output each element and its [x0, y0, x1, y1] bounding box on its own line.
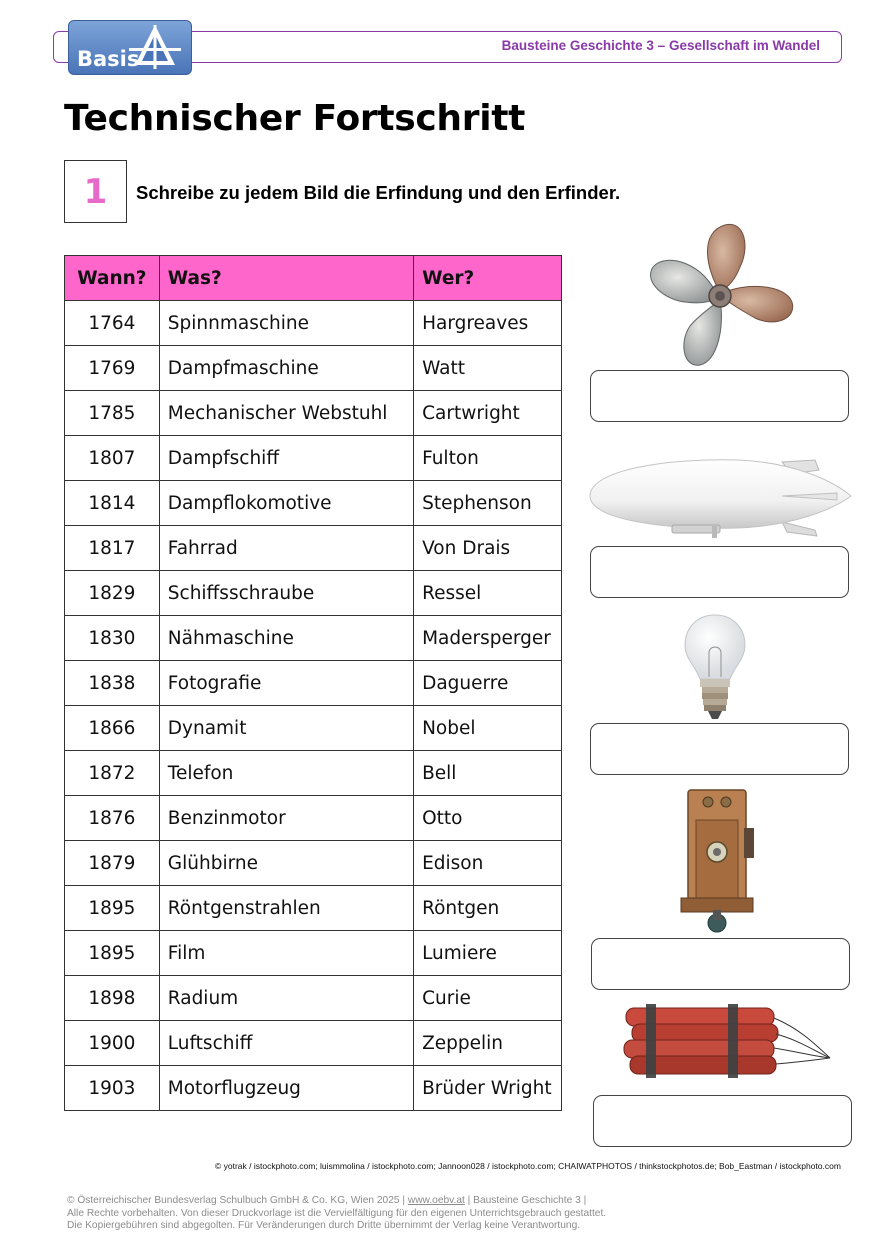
invention-cell: Glühbirne	[159, 841, 413, 886]
inventor-cell: Edison	[414, 841, 562, 886]
header-when: Wann?	[65, 256, 160, 301]
inventor-cell: Otto	[414, 796, 562, 841]
answer-box-2[interactable]	[590, 546, 849, 598]
wall-telephone-icon	[678, 788, 762, 938]
inventor-cell: Fulton	[414, 436, 562, 481]
year-cell: 1898	[65, 976, 160, 1021]
answer-box-3[interactable]	[590, 723, 849, 775]
year-cell: 1879	[65, 841, 160, 886]
answer-box-5[interactable]	[593, 1095, 852, 1147]
table-header-row	[65, 256, 562, 301]
invention-cell: Radium	[159, 976, 413, 1021]
logo-text: Basis	[77, 47, 140, 71]
invention-cell: Telefon	[159, 751, 413, 796]
light-bulb-icon	[682, 613, 748, 721]
page-title: Technischer Fortschritt	[64, 98, 526, 139]
invention-cell: Schiffsschraube	[159, 571, 413, 616]
footer-copyright: © Österreichischer Bundesverlag Schulbuch GmbH & Co. KG, Wien 2025 |	[67, 1195, 408, 1206]
table-row	[65, 301, 562, 346]
invention-cell: Dynamit	[159, 706, 413, 751]
inventor-cell: Cartwright	[414, 391, 562, 436]
year-cell: 1838	[65, 661, 160, 706]
table-row	[65, 571, 562, 616]
inventor-cell: Röntgen	[414, 886, 562, 931]
table-row	[65, 436, 562, 481]
inventor-cell: Von Drais	[414, 526, 562, 571]
invention-cell: Benzinmotor	[159, 796, 413, 841]
table-row	[65, 841, 562, 886]
inventor-cell: Curie	[414, 976, 562, 1021]
inventor-cell: Nobel	[414, 706, 562, 751]
table-row	[65, 931, 562, 976]
inventor-cell: Madersperger	[414, 616, 562, 661]
year-cell: 1769	[65, 346, 160, 391]
answer-box-1[interactable]	[590, 370, 849, 422]
table-row	[65, 1066, 562, 1111]
table-row	[65, 346, 562, 391]
year-cell: 1900	[65, 1021, 160, 1066]
inventor-cell: Stephenson	[414, 481, 562, 526]
invention-cell: Nähmaschine	[159, 616, 413, 661]
table-row	[65, 1021, 562, 1066]
invention-cell: Dampflokomotive	[159, 481, 413, 526]
airship-icon	[587, 452, 855, 542]
year-cell: 1866	[65, 706, 160, 751]
task-instruction: Schreibe zu jedem Bild die Erfindung und den Erfinder.	[136, 182, 621, 203]
inventor-cell: Brüder Wright	[414, 1066, 562, 1111]
inventions-table	[64, 255, 562, 1111]
dynamite-icon	[618, 998, 832, 1088]
table-row	[65, 976, 562, 1021]
inventor-cell: Daguerre	[414, 661, 562, 706]
year-cell: 1785	[65, 391, 160, 436]
table-row	[65, 481, 562, 526]
inventor-cell: Ressel	[414, 571, 562, 616]
footer-line-1	[67, 1195, 606, 1208]
footer-line-2: Alle Rechte vorbehalten. Von dieser Druckvorlage ist die Vervielfältigung für den eigenen Unterrichtsgebrauch gestattet.	[67, 1207, 607, 1219]
series-title: Bausteine Geschichte 3 – Gesellschaft im Wandel	[501, 38, 820, 53]
table-row	[65, 796, 562, 841]
invention-cell: Motorflugzeug	[159, 1066, 413, 1111]
inventor-cell: Zeppelin	[414, 1021, 562, 1066]
footer-book: | Bausteine Geschichte 3 |	[464, 1195, 587, 1206]
invention-cell: Fahrrad	[159, 526, 413, 571]
inventor-cell: Lumiere	[414, 931, 562, 976]
image-credits: © yotrak / istockphoto.com; luismmolina / istockphoto.com; Jannoon028 / istockphoto.com; CHAIWATPHOTOS / thinkstockphotos.de; Bob_Eastman / istockphoto.com	[215, 1161, 841, 1171]
invention-cell: Röntgenstrahlen	[159, 886, 413, 931]
invention-cell: Mechanischer Webstuhl	[159, 391, 413, 436]
invention-cell: Luftschiff	[159, 1021, 413, 1066]
table-row	[65, 706, 562, 751]
publisher-link[interactable]: www.oebv.at	[407, 1195, 465, 1206]
table-row	[65, 751, 562, 796]
year-cell: 1814	[65, 481, 160, 526]
year-cell: 1764	[65, 301, 160, 346]
inventor-cell: Bell	[414, 751, 562, 796]
year-cell: 1807	[65, 436, 160, 481]
year-cell: 1876	[65, 796, 160, 841]
year-cell: 1903	[65, 1066, 160, 1111]
table-row	[65, 391, 562, 436]
invention-cell: Spinnmaschine	[159, 301, 413, 346]
year-cell: 1817	[65, 526, 160, 571]
year-cell: 1829	[65, 571, 160, 616]
year-cell: 1895	[65, 931, 160, 976]
invention-cell: Dampfmaschine	[159, 346, 413, 391]
invention-cell: Dampfschiff	[159, 436, 413, 481]
footer	[67, 1195, 606, 1233]
answer-box-4[interactable]	[591, 938, 850, 990]
table-row	[65, 886, 562, 931]
footer-line-3: Die Kopiergebühren sind abgegolten. Für Veränderungen durch Dritte übernimmt der Verlag keine Verantwortung.	[67, 1220, 581, 1231]
table-row	[65, 661, 562, 706]
year-cell: 1830	[65, 616, 160, 661]
inventor-cell: Watt	[414, 346, 562, 391]
table-row	[65, 526, 562, 571]
year-cell: 1895	[65, 886, 160, 931]
task-number: 1	[64, 160, 127, 223]
header-what: Was?	[159, 256, 413, 301]
header-who: Wer?	[414, 256, 562, 301]
publisher-logo	[68, 20, 192, 75]
year-cell: 1872	[65, 751, 160, 796]
table-row	[65, 616, 562, 661]
ship-propeller-icon	[645, 222, 795, 368]
invention-cell: Fotografie	[159, 661, 413, 706]
inventor-cell: Hargreaves	[414, 301, 562, 346]
invention-cell: Film	[159, 931, 413, 976]
